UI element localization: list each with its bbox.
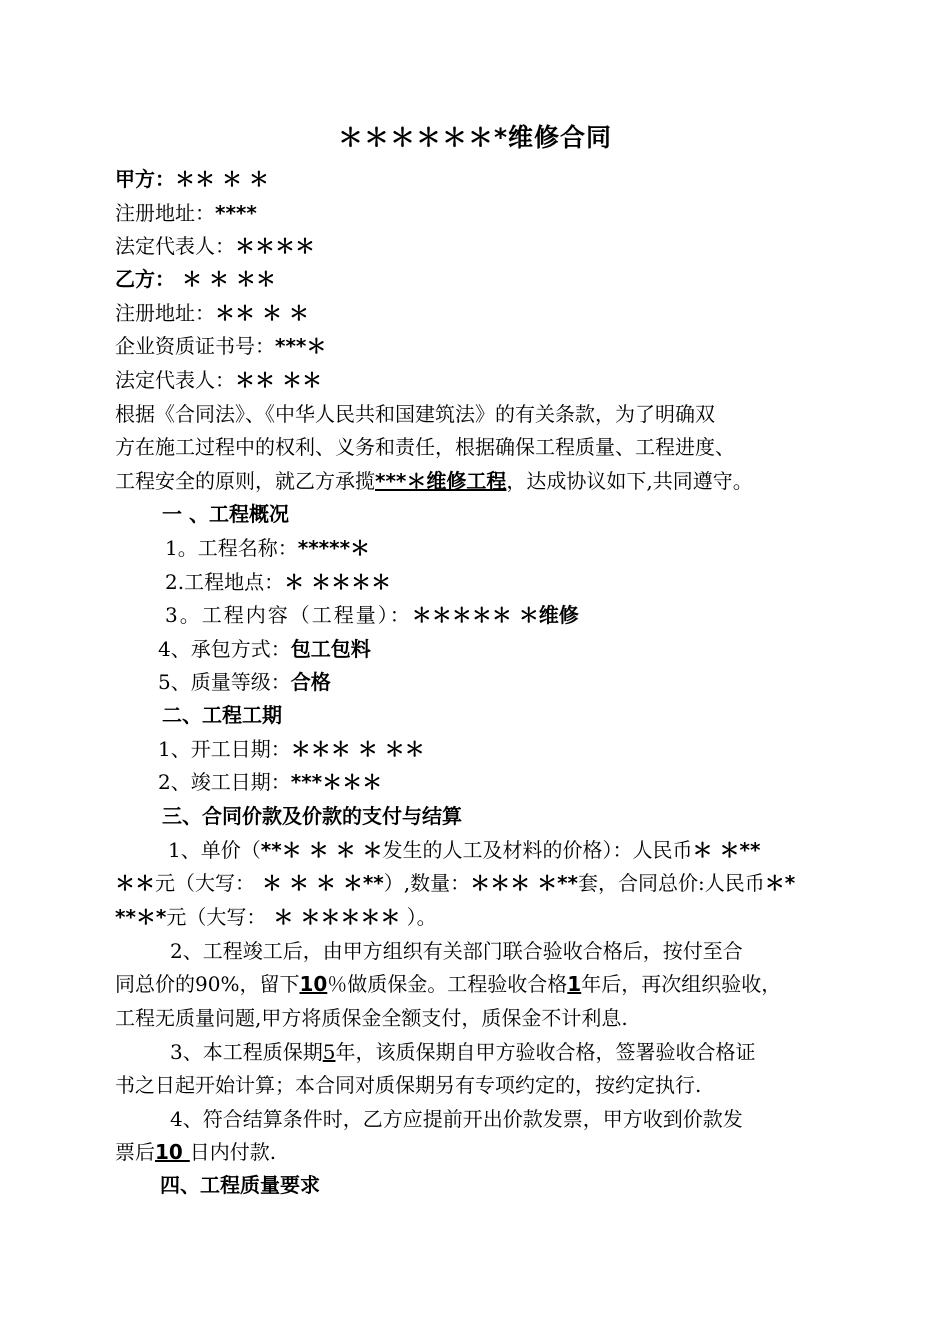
intro-line-1: 根据《合同法》、《中华人民共和国建筑法》的有关条款，为了明确双 (115, 402, 715, 426)
text-segment: 年后，再次组织验收， (581, 972, 782, 996)
party-b-address-label: 注册地址： (115, 301, 215, 325)
section-4-heading: 四、工程质量要求 (160, 1173, 320, 1197)
text-segment: ％做质保金。工程验收合格 (327, 972, 568, 996)
section-2-item-1 (158, 732, 425, 766)
party-b-line (115, 262, 276, 296)
section-3-p1-line-1 (168, 833, 760, 867)
text-segment: ）。 (400, 905, 437, 929)
retention-percent: 10 (299, 972, 328, 996)
intro-line-3 (115, 464, 753, 498)
section-1-heading: 一 、工程概况 (162, 502, 289, 526)
text-segment: 票后 (115, 1140, 155, 1164)
text-segment: ＊ ＊＊＊＊＊ (266, 905, 401, 929)
acceptance-year: 1 (567, 972, 582, 996)
intro-line-3-pre: 工程安全的原则，就乙方承揽 (115, 469, 375, 493)
text-segment: **＊* (115, 905, 167, 929)
party-b-rep-label: 法定代表人： (115, 368, 235, 392)
section-3-p2-line-1: 2、工程竣工后，由甲方组织有关部门联合验收合格后，按付至合 (170, 939, 743, 963)
party-a-line (115, 162, 269, 196)
section-1-item-3 (165, 598, 579, 632)
party-b-name: ＊ ＊ ＊＊ (175, 267, 276, 291)
item-value: 包工包料 (290, 637, 371, 661)
item-label: 4、承包方式： (158, 637, 291, 661)
section-1-item-1 (165, 531, 370, 565)
party-b-cert: ***＊ (275, 334, 327, 358)
party-a-rep: ＊＊＊＊ (235, 234, 315, 258)
party-a-address-label: 注册地址： (115, 201, 215, 225)
text-segment: ＊* (764, 871, 796, 895)
text-segment: ）,数量： (383, 871, 471, 895)
text-segment: 日内付款. (189, 1140, 277, 1164)
item-value: ＊ ＊＊＊＊ (284, 570, 392, 594)
item-label: 3。工程内容（工程量）： (165, 603, 412, 627)
section-1-item-5 (158, 665, 331, 699)
text-segment: ＊＊ (115, 871, 155, 895)
section-3-p1-line-3 (115, 900, 437, 934)
item-value: ＊＊＊ ＊ ＊＊ (290, 737, 425, 761)
party-b-address-line (115, 296, 309, 330)
section-1-item-4 (158, 632, 371, 666)
text-segment: **＊ ＊ ＊ ＊ (260, 838, 383, 862)
section-1-item-2 (165, 565, 391, 599)
intro-line-2: 方在施工过程中的权利、义务和责任，根据确保工程质量、工程进度、 (115, 435, 735, 459)
section-3-heading: 三、合同价款及价款的支付与结算 (162, 804, 462, 828)
party-a-address-line (115, 196, 257, 230)
item-label: 1。工程名称： (165, 536, 298, 560)
party-b-label: 乙方： (115, 267, 175, 291)
text-segment: 同总价的90%，留下 (115, 972, 300, 996)
party-b-address: ＊＊ ＊ ＊ (215, 301, 309, 325)
party-a-name: ＊＊ ＊ ＊ (175, 167, 269, 191)
item-label: 1、开工日期： (158, 737, 291, 761)
party-b-cert-line (115, 329, 326, 363)
party-a-rep-line (115, 229, 315, 263)
payment-days: 10 (155, 1140, 190, 1164)
intro-line-3-post: ，达成协议如下,共同遵守。 (506, 469, 753, 493)
section-3-p2-line-2 (115, 967, 781, 1001)
text-segment: 套，合同总价:人民币 (578, 871, 765, 895)
text-segment: 1、单价（ (168, 838, 261, 862)
text-segment: 3、本工程质保期 (170, 1040, 323, 1064)
section-3-p3-line-1 (170, 1035, 755, 1069)
item-value: *****＊ (297, 536, 371, 560)
item-value: ＊＊＊＊＊ ＊维修 (411, 603, 579, 627)
document-title: ＊＊＊＊＊＊*维修合同 (337, 123, 613, 152)
text-segment: ＊＊＊ ＊** (470, 871, 579, 895)
text-segment: 元（大写： (155, 871, 255, 895)
intro-project-name: ***＊维修工程 (375, 469, 507, 493)
party-a-label: 甲方： (115, 167, 175, 191)
item-label: 2、竣工日期： (158, 770, 291, 794)
party-b-rep: ＊＊ ＊＊ (235, 368, 322, 392)
party-b-rep-line (115, 363, 322, 397)
section-2-item-2 (158, 765, 382, 799)
party-b-cert-label: 企业资质证书号： (115, 334, 275, 358)
text-segment: ＊ ＊ ＊ ＊** (255, 871, 384, 895)
party-a-rep-label: 法定代表人： (115, 234, 235, 258)
section-3-p2-line-3: 工程无质量问题,甲方将质保金全额支付，质保金不计利息. (115, 1006, 628, 1030)
text-segment: 年，该质保期自甲方验收合格，签署验收合格证 (335, 1040, 756, 1064)
section-3-p4-line-1: 4、符合结算条件时，乙方应提前开出价款发票，甲方收到价款发 (170, 1107, 743, 1131)
section-3-p3-line-2: 书之日起开始计算；本合同对质保期另有专项约定的，按约定执行. (115, 1073, 702, 1097)
section-3-p4-line-2 (115, 1135, 276, 1169)
text-segment: 元（大写： (166, 905, 267, 929)
section-2-heading: 二、工程工期 (162, 703, 282, 727)
item-value: ***＊＊＊ (290, 770, 383, 794)
item-label: 2.工程地点： (165, 570, 285, 594)
section-3-p1-line-2 (115, 866, 795, 900)
text-segment: ＊ ＊** (692, 838, 761, 862)
party-a-address: **** (215, 201, 257, 225)
text-segment: 发生的人工及材料的价格）：人民币 (382, 838, 693, 862)
item-label: 5、质量等级： (158, 670, 291, 694)
item-value: 合格 (290, 670, 331, 694)
warranty-years: 5 (322, 1040, 336, 1064)
